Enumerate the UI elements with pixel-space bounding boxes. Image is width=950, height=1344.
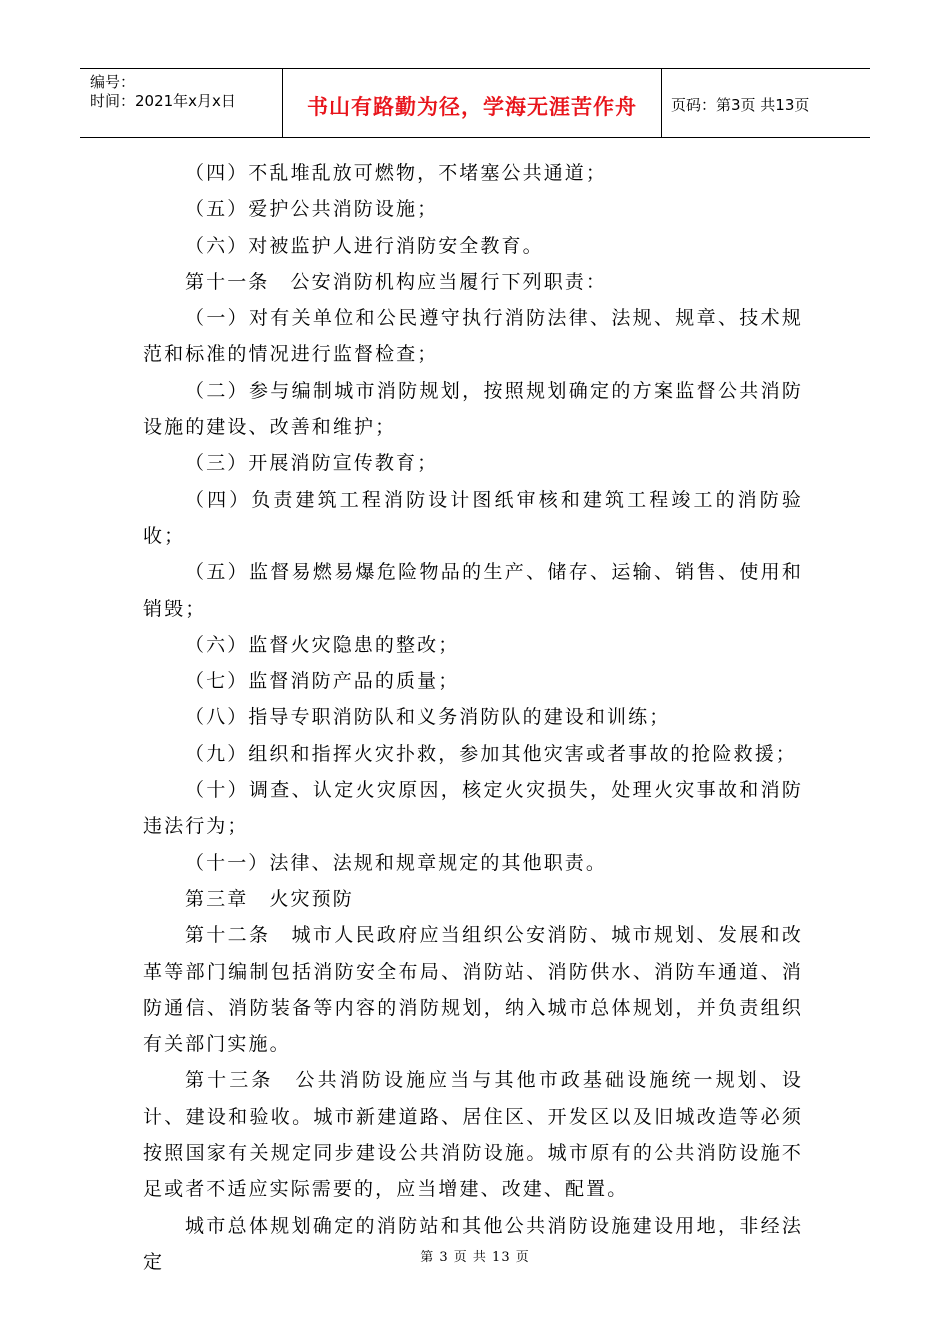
article-heading: 第十一条 公安消防机构应当履行下列职责： [185,270,608,293]
paragraph: （五）爱护公共消防设施； [185,198,439,221]
document-body [143,155,803,1280]
header-page-cell [662,69,870,137]
header-meta-cell [80,69,283,137]
header-motto-cell [283,69,662,137]
paragraph: （五）监督易燃易爆危险物品的生产、储存、运输、销售、使用和销毁； [143,561,803,620]
paragraph: （四）负责建筑工程消防设计图纸审核和建筑工程竣工的消防验收； [143,488,803,547]
paragraph: （三）开展消防宣传教育； [185,452,439,475]
paragraph: （一）对有关单位和公民遵守执行消防法律、法规、规章、技术规范和标准的情况进行监督检查； [143,307,803,366]
document-time-label: 时间：2021年x月x日 [90,92,236,110]
chapter-heading: 第三章 火灾预防 [185,887,354,910]
paragraph: （十一）法律、法规和规章规定的其他职责。 [185,851,608,874]
paragraph: 第十二条 城市人民政府应当组织公安消防、城市规划、发展和改革等部门编制包括消防安全布局、消防站、消防供水、消防车通道、消防通信、消防装备等内容的消防规划，纳入城市总体规划，并负责组织有关部门实施。 [143,924,803,1056]
header-motto: 书山有路勤为径，学海无涯苦作舟 [307,95,637,119]
paragraph: 第十三条 公共消防设施应当与其他市政基础设施统一规划、设计、建设和验收。城市新建道路、居住区、开发区以及旧城改造等必须按照国家有关规定同步建设公共消防设施。城市原有的公共消防设施不足或者不适应实际需要的，应当增建、改建、配置。 [143,1069,803,1201]
page-footer: 第 3 页 共 13 页 [420,1250,530,1265]
paragraph: （六）对被监护人进行消防安全教育。 [185,234,544,257]
paragraph: （八）指导专职消防队和义务消防队的建设和训练； [185,706,671,729]
paragraph: （二）参与编制城市消防规划，按照规划确定的方案监督公共消防设施的建设、改善和维护； [143,379,803,439]
paragraph: （六）监督火灾隐患的整改； [185,633,460,656]
paragraph: （九）组织和指挥火灾扑救，参加其他灾害或者事故的抢险救援； [185,742,797,765]
paragraph: （七）监督消防产品的质量； [185,670,460,693]
paragraph: （四）不乱堆乱放可燃物，不堵塞公共通道； [185,162,608,184]
paragraph: （十）调查、认定火灾原因，核定火灾损失，处理火灾事故和消防违法行为； [143,779,803,838]
paragraph: 城市总体规划确定的消防站和其他公共消防设施建设用地，非经法定 [143,1214,803,1273]
header-page-number: 页码：第3页 共13页 [671,96,810,114]
page-header [80,68,870,138]
document-number-label: 编号： [90,73,136,91]
